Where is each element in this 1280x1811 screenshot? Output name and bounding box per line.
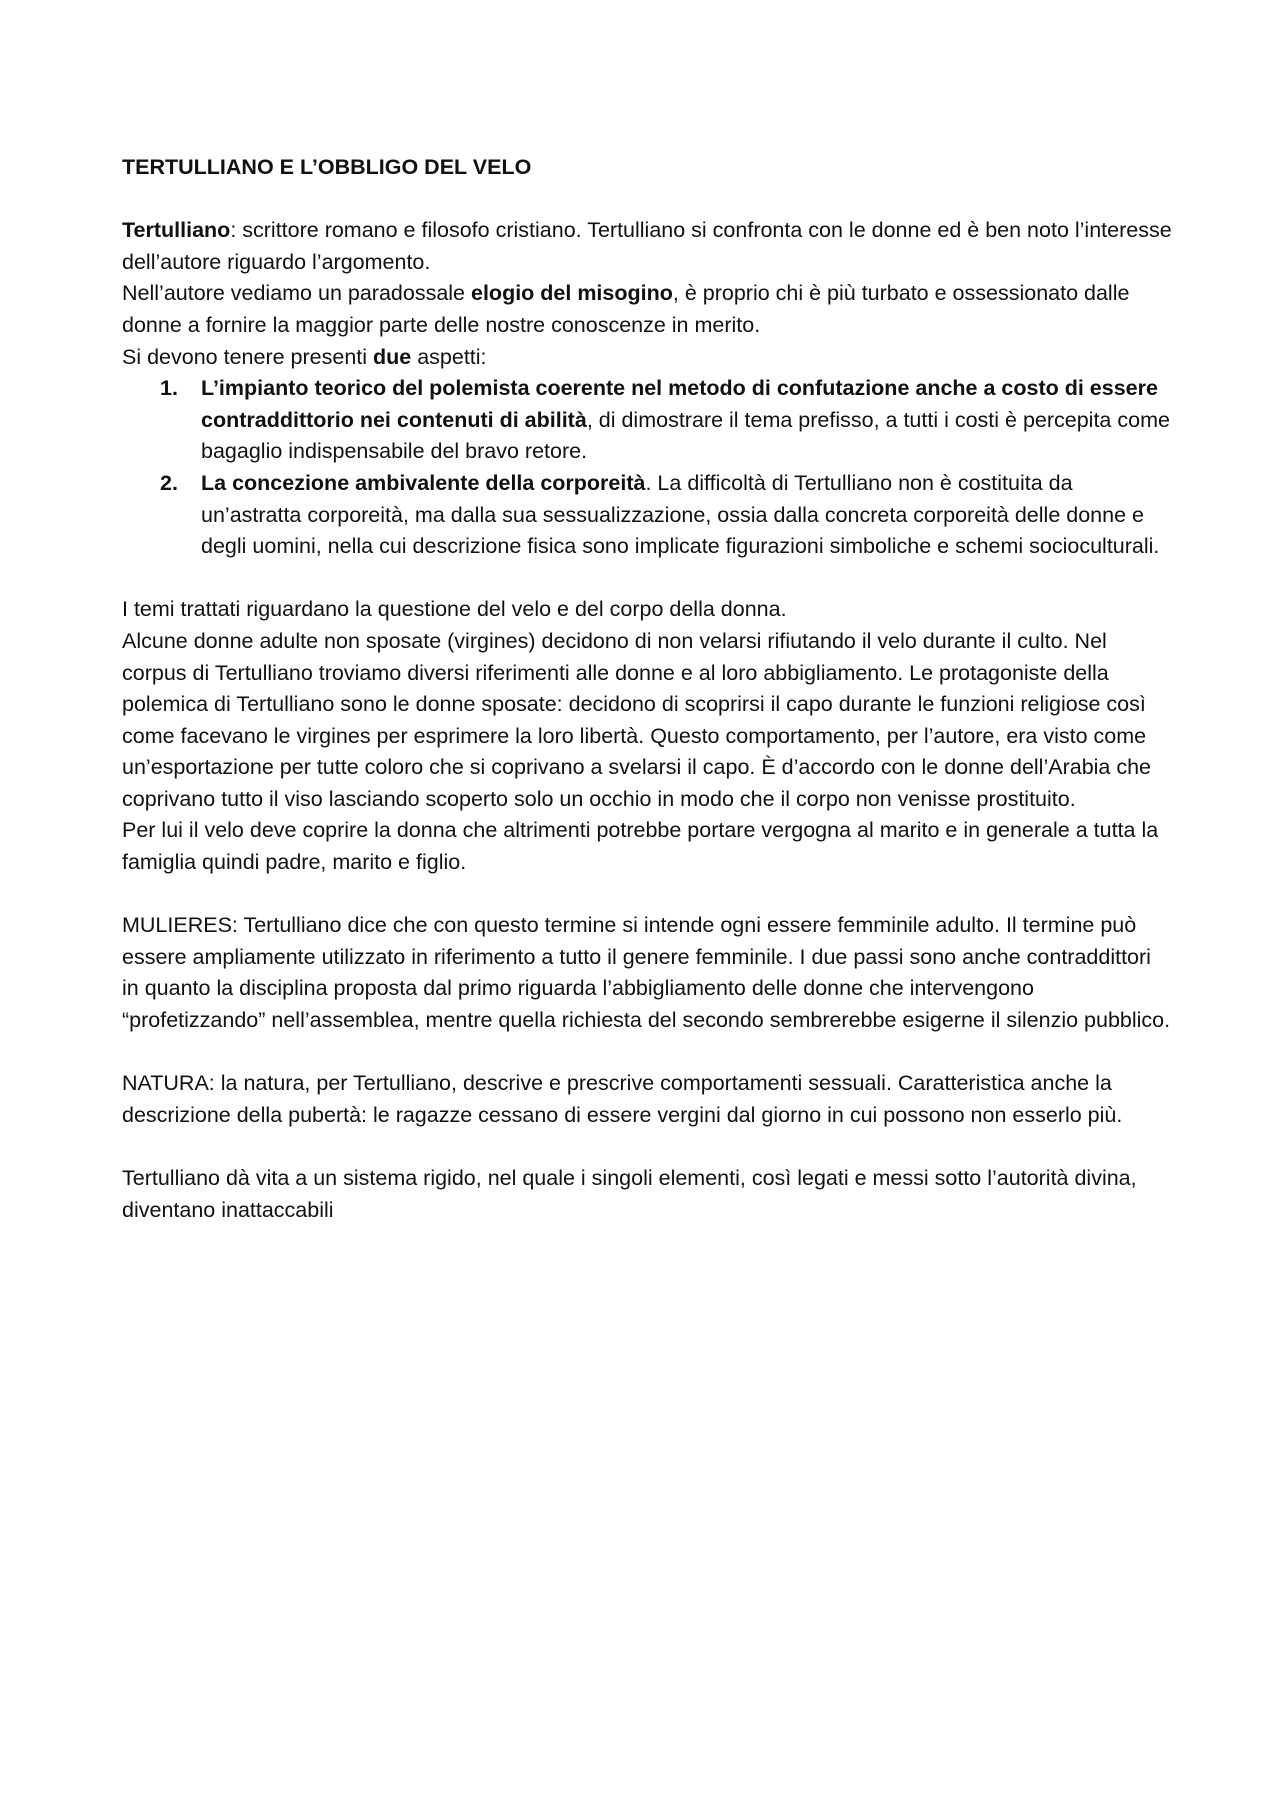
aspect-number: 1. — [160, 376, 178, 401]
mulieres-paragraph: MULIERES: Tertulliano dice che con questo termine si intende ogni essere femminile adulto. Il termine può essere ampliamente utilizzato in riferimento a tutto il genere femminile. I due passi sono anche contraddittori in quanto la disciplina proposta dal primo riguarda l’abbigliamento delle donne che intervengono “profetizzando” nell’assemblea, mentre quella richiesta del secondo sembrerebbe esigerne il silenzio pubblico. — [122, 913, 1171, 1033]
aspect-text: . La difficoltà di Tertulliano non è costituita da un’astratta corporeità, ma dalla sua sessualizzazione, ossia dalla concreta corporeità delle donne e degli uomini, nella cui descrizione fisica sono implicate figurazioni simboliche e schemi socioculturali. — [201, 470, 1160, 559]
misogino-bold: elogio del misogino — [471, 281, 673, 306]
aspect-bold-text: L’impianto teorico del polemista coerente nel metodo di confutazione anche a costo di essere contraddittorio nei contenuti di abilità — [201, 376, 1158, 432]
aspect-item-1 — [122, 373, 1172, 468]
misogino-text-b: , è proprio chi è più turbato e ossessionato dalle donne a fornire la maggior parte delle nostre conoscenze in merito. — [122, 281, 1130, 337]
intro-lead-text: : scrittore romano e filosofo cristiano. Tertulliano si confronta con le donne ed è ben noto l’interesse dell’autore riguardo l’argomento. — [122, 218, 1172, 274]
intro-lead-bold: Tertulliano — [122, 218, 231, 243]
paragraph-gap — [122, 1131, 1172, 1163]
velo-paragraph-end: Per lui il velo deve coprire la donna che altrimenti potrebbe portare vergogna al marito e in generale a tutta la famiglia quindi padre, marito e figlio. — [122, 818, 1159, 875]
aspects-intro-text-b: aspetti: — [411, 344, 487, 369]
intro-paragraph — [122, 215, 1172, 278]
aspects-intro-paragraph — [122, 342, 1172, 374]
conclusion-paragraph: Tertulliano dà vita a un sistema rigido, nel quale i singoli elementi, così legati e messi sotto l’autorità divina, diventano inattaccabili — [122, 1166, 1137, 1222]
aspect-number: 2. — [160, 470, 178, 495]
paragraph-gap — [122, 563, 1172, 595]
aspect-item-2 — [122, 468, 1172, 563]
paragraph-gap — [122, 1037, 1172, 1069]
misogino-paragraph — [122, 278, 1172, 341]
aspect-bold-text: La concezione ambivalente della corporeità — [201, 470, 646, 495]
aspect-text: , di dimostrare il tema prefisso, a tutti i costi è percepita come bagaglio indispensabile del bravo retore. — [201, 407, 1170, 464]
document-title: TERTULLIANO E L’OBBLIGO DEL VELO — [122, 155, 532, 179]
aspects-intro-text-a: Si devono tenere presenti — [122, 344, 373, 369]
document-page — [122, 152, 1172, 1226]
aspects-intro-bold: due — [373, 344, 412, 369]
velo-paragraph-line: I temi trattati riguardano la questione del velo e del corpo della donna. — [122, 597, 787, 622]
misogino-text-a: Nell’autore vediamo un paradossale — [122, 281, 471, 306]
paragraph-gap — [122, 879, 1172, 911]
aspects-list — [122, 373, 1172, 563]
velo-paragraph-body: Alcune donne adulte non sposate (virgines) decidono di non velarsi rifiutando il velo durante il culto. Nel corpus di Tertulliano troviamo diversi riferimenti alle donne e al loro abbigliamento. Le protagoniste della polemica di Tertulliano sono le donne sposate: decidono di scoprirsi il capo durante le funzioni religiose così come facevano le virgines per esprimere la loro libertà. Questo comportamento, per l’autore, era visto come un’esportazione per tutte coloro che si coprivano a svelarsi il capo. È d’accordo con le donne dell’Arabia che coprivano tutto il viso lasciando scoperto solo un occhio in modo che il corpo non venisse prostituito. — [122, 628, 1152, 811]
natura-paragraph: NATURA: la natura, per Tertulliano, descrive e prescrive comportamenti sessuali. Caratteristica anche la descrizione della pubertà: le ragazze cessano di essere vergini dal giorno in cui possono non esserlo più. — [122, 1071, 1123, 1127]
